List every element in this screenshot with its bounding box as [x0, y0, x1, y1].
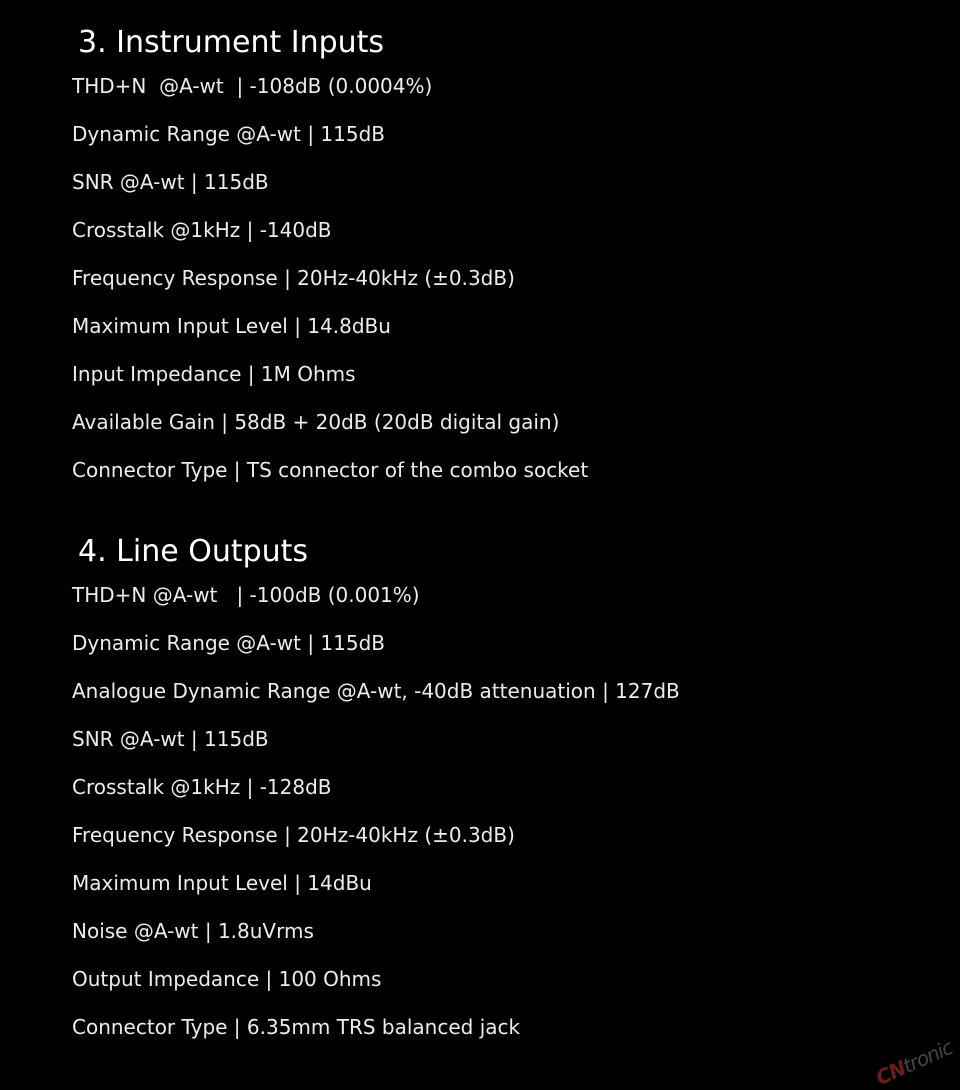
spec-row: Connector Type | 6.35mm TRS balanced jack: [72, 1015, 521, 1039]
spec-row: Maximum Input Level | 14.8dBu: [72, 314, 391, 338]
line-outputs-section: [0, 529, 960, 1055]
spec-row: Analogue Dynamic Range @A-wt, -40dB attenuation | 127dB: [72, 679, 680, 703]
spec-row: Dynamic Range @A-wt | 115dB: [72, 122, 386, 146]
spec-row: Input Impedance | 1M Ohms: [72, 362, 356, 386]
spec-row: Noise @A-wt | 1.8uVrms: [72, 919, 314, 943]
spec-list: [0, 66, 960, 498]
section-title: 4. Line Outputs: [78, 534, 309, 569]
spec-row: Maximum Input Level | 14dBu: [72, 871, 372, 895]
spec-row: Crosstalk @1kHz | -128dB: [72, 775, 332, 799]
spec-row: Crosstalk @1kHz | -140dB: [72, 218, 332, 242]
spec-row: Output Impedance | 100 Ohms: [72, 967, 382, 991]
instrument-inputs-section: [0, 20, 960, 498]
spec-row: Frequency Response | 20Hz-40kHz (±0.3dB): [72, 266, 515, 290]
spec-row: SNR @A-wt | 115dB: [72, 170, 269, 194]
spec-row: SNR @A-wt | 115dB: [72, 727, 269, 751]
section-title: 3. Instrument Inputs: [78, 25, 385, 60]
spec-row: THD+N @A-wt | -100dB (0.001%): [72, 583, 420, 607]
spec-row: Dynamic Range @A-wt | 115dB: [72, 631, 386, 655]
spec-row: Available Gain | 58dB + 20dB (20dB digital gain): [72, 410, 560, 434]
watermark-part-2: tronic: [899, 1035, 956, 1078]
spec-row: Frequency Response | 20Hz-40kHz (±0.3dB): [72, 823, 515, 847]
spec-list: [0, 575, 960, 1055]
spec-row: Connector Type | TS connector of the combo socket: [72, 458, 589, 482]
watermark-part-1: CN: [872, 1056, 909, 1090]
spec-row: THD+N @A-wt | -108dB (0.0004%): [72, 74, 433, 98]
